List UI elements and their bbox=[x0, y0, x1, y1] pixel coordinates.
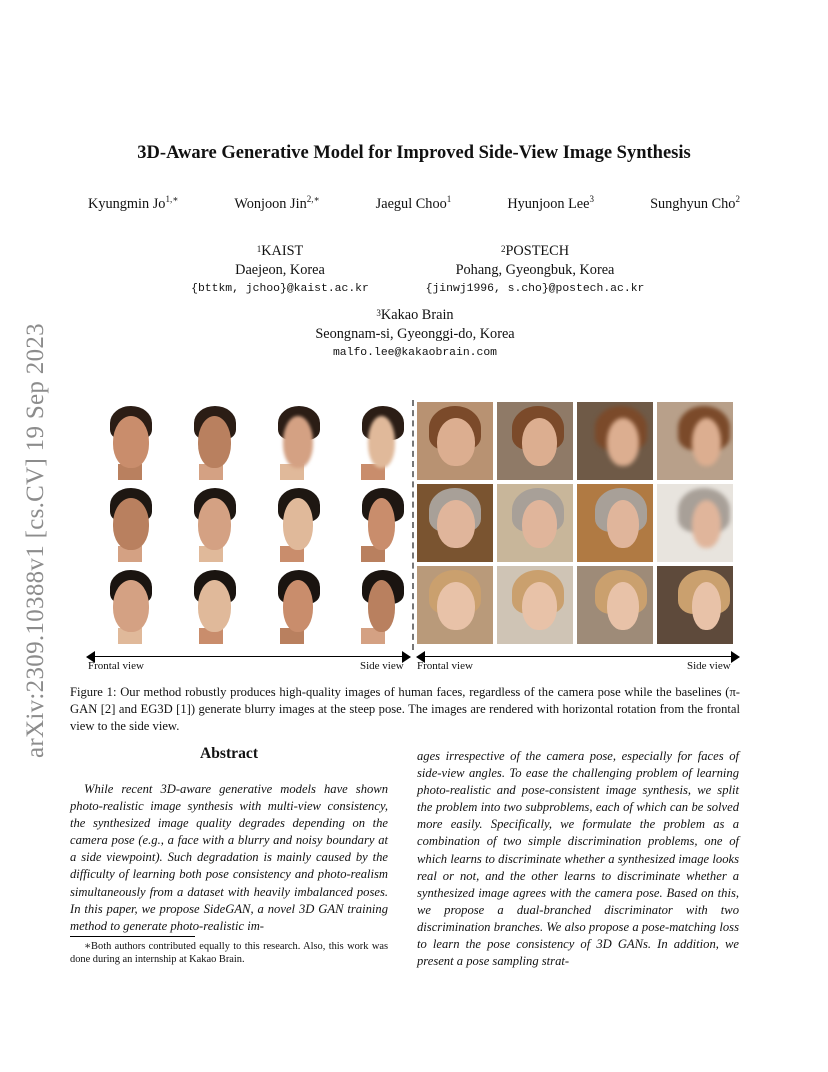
footnote-rule bbox=[70, 936, 195, 937]
face-image-left bbox=[254, 402, 330, 480]
author-list bbox=[88, 196, 740, 213]
figure-caption: Figure 1: Our method robustly produces high-quality images of human faces, regardless of the camera pose while the baselines (π-GAN [2] and EG3D [1]) generate blurry images at the steep pose. The images are rendered with horizontal rotation from the frontal view to the side view. bbox=[70, 685, 740, 733]
author: Hyunjoon Lee$^3$ bbox=[507, 194, 594, 212]
face-image-right bbox=[497, 566, 573, 644]
right-axis-arrow bbox=[422, 656, 736, 657]
author: Kyungmin $Jo^{1,∗}$ bbox=[88, 194, 179, 212]
axis-label-frontal: Frontal view bbox=[88, 660, 144, 672]
face-image-left bbox=[335, 566, 411, 644]
face-image-right bbox=[657, 484, 733, 562]
face-image-right bbox=[417, 484, 493, 562]
figure-1 bbox=[70, 400, 740, 675]
divider-line bbox=[412, 400, 414, 650]
face-image-left bbox=[92, 402, 168, 480]
email[interactable]: malfo.lee@kakaobrain.com bbox=[332, 347, 498, 359]
arxiv-stamp: arXiv:2309.10388v1 [cs.CV] 19 Sep 2023 bbox=[22, 323, 49, 758]
face-image-right bbox=[577, 484, 653, 562]
affiliation-postech: $^2$POSTECH Pohang, Gyeongbuk, Korea {jinwj1996, s.cho}@postech.ac.kr bbox=[395, 242, 675, 299]
face-image-left bbox=[173, 402, 249, 480]
affiliation-kakao: $^3$Kakao Brain Seongnam-si, Gyeonggi-do, Korea malfo.lee@kakaobrain.com bbox=[230, 306, 600, 363]
paper-title: 3D-Aware Generative Model for Improved Side-View Image Synthesis bbox=[137, 143, 691, 163]
author: Wonjoon Jin$^{2,∗}$ bbox=[234, 194, 320, 212]
face-image-right bbox=[577, 402, 653, 480]
face-image-left bbox=[335, 484, 411, 562]
axis-label-frontal: Frontal view bbox=[417, 660, 473, 672]
face-image-right bbox=[497, 484, 573, 562]
face-image-left bbox=[92, 566, 168, 644]
face-image-right bbox=[417, 402, 493, 480]
face-image-left bbox=[92, 484, 168, 562]
axis-label-side: Side view bbox=[360, 660, 404, 672]
face-image-right bbox=[417, 566, 493, 644]
face-image-left bbox=[254, 566, 330, 644]
face-image-right bbox=[657, 566, 733, 644]
left-axis-arrow bbox=[92, 656, 407, 657]
face-image-left bbox=[173, 484, 249, 562]
abstract-right-column: ages irrespective of the camera pose, especially for faces of side-view angles. To ease the challenging problem of learning photo-realistic and pose-consistent image synthesis, we split the problem into two subproblems, each of which can be solved more easily. Specifically, we formulate the problem as a combination of two simple discrimination problems, one of which learns to discriminate whether a synthesized image looks real or not, and the other learns to discriminate whether a synthesized image agrees with the camera pose. Based on this, we propose a dual-branched discriminator with two discrimination branches. We also propose a pose-matching loss to learn the pose consistency of 3D GANs. In addition, we present a pose sampling strat- bbox=[417, 749, 739, 969]
arrowhead-right bbox=[731, 651, 740, 663]
author: Jaegul Choo$^1$ bbox=[375, 194, 452, 212]
face-image-right bbox=[497, 402, 573, 480]
email[interactable]: {jinwj1996, s.cho}@postech.ac.kr bbox=[425, 283, 645, 295]
face-image-left bbox=[335, 402, 411, 480]
face-image-left bbox=[254, 484, 330, 562]
email[interactable]: {bttkm, jchoo}@kaist.ac.kr bbox=[191, 283, 369, 295]
author: Sunghyun Cho$^2$ bbox=[650, 194, 740, 212]
face-image-right bbox=[657, 402, 733, 480]
footnote: ∗Both authors contributed equally to this research. Also, this work was done during an internship at Kakao Brain. bbox=[70, 941, 388, 965]
axis-label-side: Side view bbox=[687, 660, 731, 672]
face-image-left bbox=[173, 566, 249, 644]
affiliation-kaist: $^1$KAIST Daejeon, Korea {bttkm, jchoo}@kaist.ac.kr bbox=[150, 242, 410, 299]
abstract-heading: Abstract bbox=[199, 745, 259, 762]
abstract-left-column: While recent 3D-aware generative models have shown photo-realistic image synthesis with multi-view consistency, the synthesized image quality degrades depending on the camera pose (e.g., a face with a blurry and noisy boundary at a side viewpoint). Such degradation is mainly caused by the difficulty of learning both pose consistency and photo-realism simultaneously from a dataset with heavily imbalanced poses. In this paper, we propose SideGAN, a novel 3D GAN training method to generate photo-realistic im- bbox=[70, 782, 388, 933]
face-image-right bbox=[577, 566, 653, 644]
